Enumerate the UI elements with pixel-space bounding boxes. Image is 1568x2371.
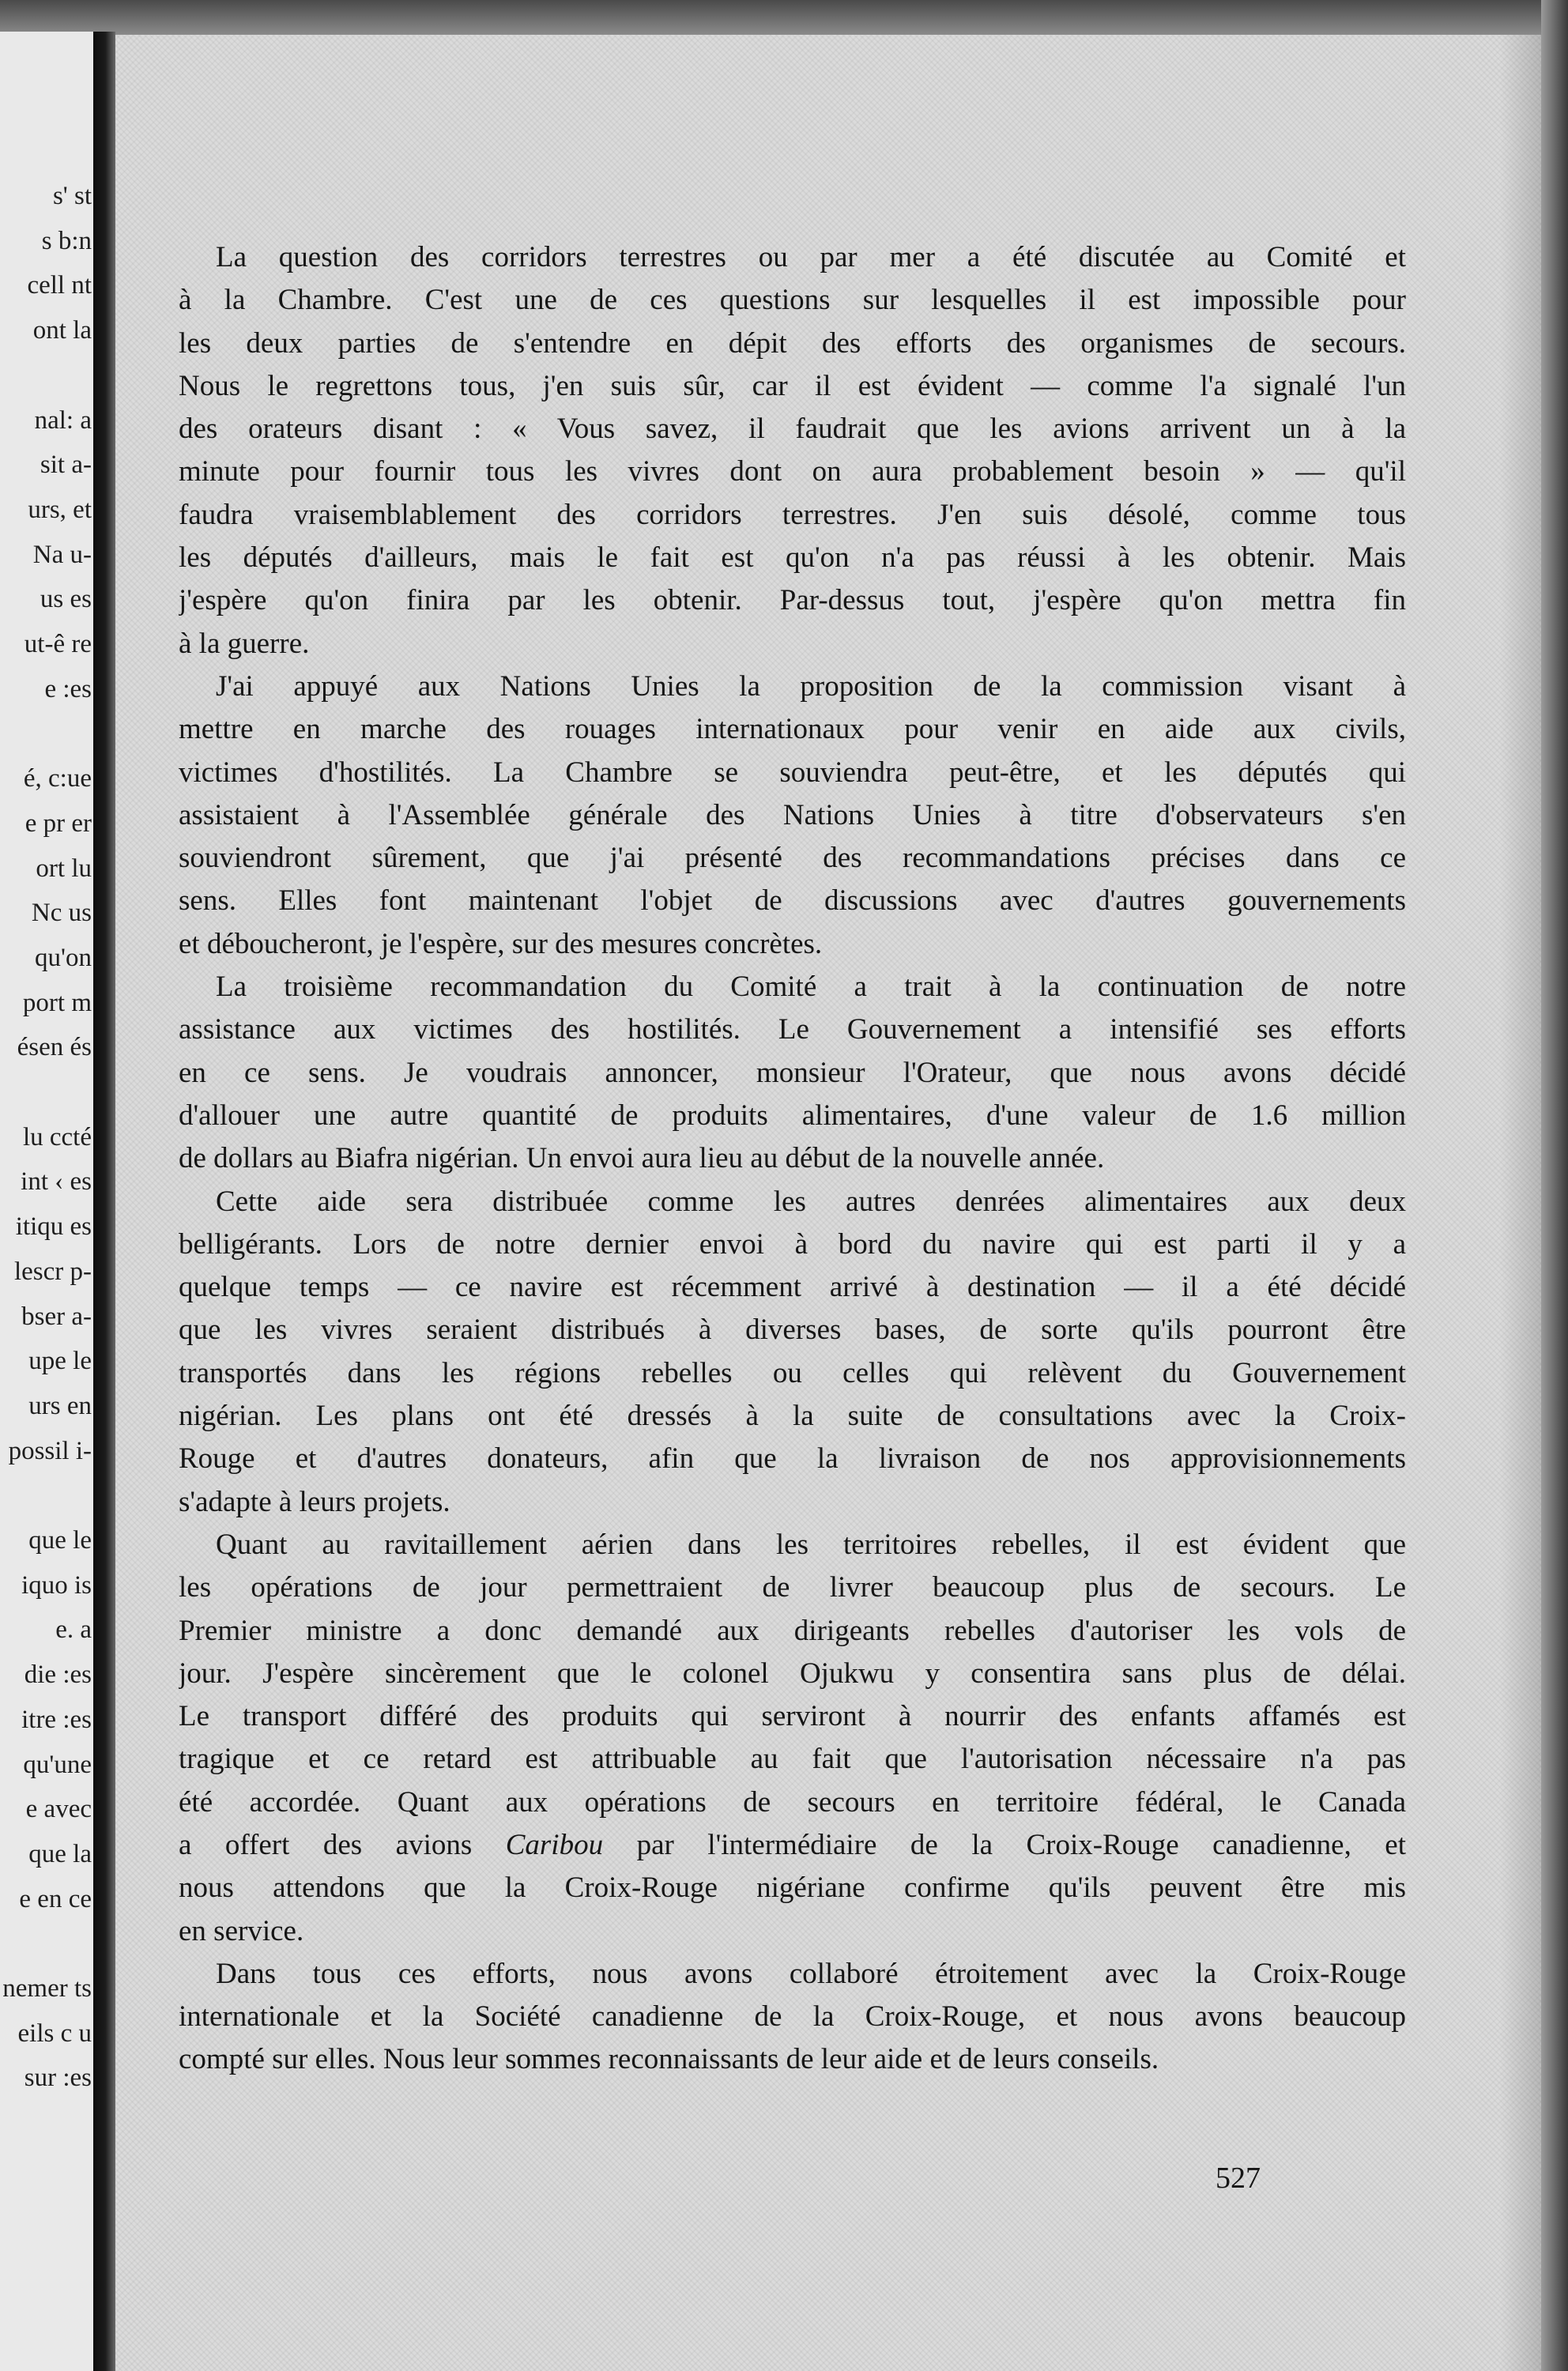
previous-page-fragment: nemer ts (2, 1974, 92, 2003)
previous-page-fragment: cell nt (27, 271, 92, 300)
previous-page-fragment: itre :es (21, 1705, 92, 1734)
previous-page-fragment: é, c:ue (23, 764, 92, 793)
paragraph (179, 1524, 1406, 1953)
paragraph (179, 1181, 1406, 1524)
text-line: des orateurs disant : « Vous savez, il faudrait que les avions arrivent un à la (179, 413, 1406, 446)
previous-page-fragment: upe le (28, 1347, 92, 1376)
document-page (115, 35, 1547, 2371)
previous-page-fragment: us es (40, 585, 92, 614)
text-line: à la guerre. (179, 627, 310, 660)
text-line: sens. Elles font maintenant l'objet de discussions avec d'autres gouvernements (179, 884, 1406, 918)
text-line: Cette aide sera distribuée comme les autres denrées alimentaires aux deux (216, 1185, 1406, 1218)
paragraph (179, 236, 1406, 665)
previous-page-fragment: e avec (25, 1795, 92, 1824)
previous-page-fragment: qu'une (23, 1750, 92, 1779)
text-line: tragique et ce retard est attribuable au fait que l'autorisation nécessaire n'a pas (179, 1743, 1406, 1776)
body-text (179, 236, 1406, 2082)
previous-page-fragment: bser a- (21, 1302, 92, 1331)
previous-page-fragment: nal: a (34, 405, 92, 435)
previous-page-fragment: ort lu (36, 854, 92, 883)
aircraft-name: Caribou (505, 1828, 604, 1861)
text-line: d'allouer une autre quantité de produits alimentaires, d'une valeur de 1.6 million (179, 1099, 1406, 1132)
text-line: de dollars au Biafra nigérian. Un envoi aura lieu au début de la nouvelle année. (179, 1142, 1105, 1175)
text-line: compté sur elles. Nous leur sommes reconnaissants de leur aide et de leurs conseils. (179, 2043, 1159, 2076)
text-line: et déboucheront, je l'espère, sur des mesures concrètes. (179, 927, 823, 960)
text-line: minute pour fournir tous les vivres dont on aura probablement besoin » — qu'il (179, 455, 1406, 488)
previous-page-fragment: e. a (55, 1615, 92, 1645)
previous-page-fragment: e :es (44, 674, 92, 703)
previous-page-fragment: port m (22, 988, 92, 1017)
text-line: La troisième recommandation du Comité a trait à la continuation de notre (216, 971, 1406, 1004)
previous-page-fragment: eils c u (17, 2019, 92, 2048)
paragraph (179, 1953, 1406, 2082)
previous-page-fragment: ont la (32, 316, 92, 345)
text-line: belligérants. Lors de notre dernier envoi à bord du navire qui est parti il y a (179, 1227, 1406, 1261)
previous-page-fragment: die :es (24, 1660, 92, 1690)
previous-page-fragment: int ‹ es (21, 1167, 92, 1197)
text-line: a offert des avions Caribou par l'intermédiaire de la Croix-Rouge canadienne, et (179, 1828, 1406, 1861)
text-line: que les vivres seraient distribués à diverses bases, de sorte qu'ils pourront être (179, 1314, 1406, 1347)
text-line: en ce sens. Je voudrais annoncer, monsieur l'Orateur, que nous avons décidé (179, 1056, 1406, 1089)
text-line: Rouge et d'autres donateurs, afin que la livraison de nos approvisionnements (179, 1442, 1406, 1476)
text-line: Nous le regrettons tous, j'en suis sûr, car il est évident — comme l'a signalé l'un (179, 369, 1406, 402)
text-line: été accordée. Quant aux opérations de secours en territoire fédéral, le Canada (179, 1785, 1406, 1819)
previous-page-fragment: possil i- (8, 1436, 92, 1465)
text-line: j'espère qu'on finira par les obtenir. Par-dessus tout, j'espère qu'on mettra fin (179, 584, 1406, 617)
text-line: Dans tous ces efforts, nous avons collaboré étroitement avec la Croix-Rouge (216, 1957, 1406, 1990)
text-line: les députés d'ailleurs, mais le fait est qu'on n'a pas réussi à les obtenir. Mais (179, 541, 1406, 575)
previous-page-fragment: e pr er (24, 809, 92, 838)
scan-right-edge (1541, 0, 1568, 2371)
paragraph (179, 966, 1406, 1180)
binding-gutter (93, 32, 115, 2371)
text-line: faudra vraisemblablement des corridors terrestres. J'en suis désolé, comme tous (179, 498, 1406, 531)
previous-page-fragment: sur :es (24, 2064, 92, 2093)
previous-page-fragment: itiqu es (15, 1212, 92, 1242)
text-line: La question des corridors terrestres ou par mer a été discutée au Comité et (216, 241, 1406, 273)
text-line: assistance aux victimes des hostilités. Le Gouvernement a intensifié ses efforts (179, 1013, 1406, 1046)
text-line: transportés dans les régions rebelles ou celles qui relèvent du Gouvernement (179, 1356, 1406, 1389)
text-line: à la Chambre. C'est une de ces questions sur lesquelles il est impossible pour (179, 284, 1406, 317)
text-line: en service. (179, 1914, 304, 1947)
page-edge-shadow (1500, 35, 1547, 2371)
text-line: nigérian. Les plans ont été dressés à la suite de consultations avec la Croix- (179, 1400, 1406, 1433)
text-line: internationale et la Société canadienne de la Croix-Rouge, et nous avons beaucoup (179, 2000, 1406, 2034)
previous-page-fragment: Na u- (32, 540, 92, 569)
text-line: les deux parties de s'entendre en dépit des efforts des organismes de secours. (179, 326, 1406, 360)
previous-page-fragment: qu'on (35, 943, 92, 972)
previous-page-strip (0, 32, 96, 2371)
text-line: Quant au ravitaillement aérien dans les territoires rebelles, il est évident que (216, 1528, 1406, 1561)
paragraph (179, 665, 1406, 966)
previous-page-fragment: iquo is (21, 1570, 92, 1600)
previous-page-fragment: urs en (28, 1391, 92, 1420)
previous-page-fragment: lu ccté (22, 1122, 92, 1152)
text-line: quelque temps — ce navire est récemment arrivé à destination — il a été décidé (179, 1271, 1406, 1304)
text-line: Premier ministre a donc demandé aux dirigeants rebelles d'autoriser les vols de (179, 1614, 1406, 1647)
previous-page-fragment: que la (28, 1839, 92, 1868)
text-line: Le transport différé des produits qui serviront à nourrir des enfants affamés est (179, 1700, 1406, 1733)
previous-page-fragment: Nc us (31, 899, 92, 928)
text-line: assistaient à l'Assemblée générale des Nations Unies à titre d'observateurs s'en (179, 798, 1406, 831)
text-line: s'adapte à leurs projets. (179, 1485, 450, 1518)
previous-page-fragment: que le (28, 1526, 92, 1555)
previous-page-fragment: urs, et (28, 495, 92, 524)
previous-page-fragment: lescr p- (13, 1257, 92, 1286)
scan-top-edge (0, 0, 1568, 36)
text-line: nous attendons que la Croix-Rouge nigériane confirme qu'ils peuvent être mis (179, 1872, 1406, 1905)
page-number: 527 (1216, 2162, 1261, 2195)
previous-page-fragment: ésen és (17, 1033, 92, 1062)
text-line: victimes d'hostilités. La Chambre se souviendra peut-être, et les députés qui (179, 756, 1406, 789)
text-line: jour. J'espère sincèrement que le colonel Ojukwu y consentira sans plus de délai. (179, 1657, 1406, 1690)
previous-page-fragment: s b:n (41, 226, 92, 255)
previous-page-fragment: sit a- (40, 450, 92, 480)
text-line: J'ai appuyé aux Nations Unies la proposition de la commission visant à (216, 669, 1406, 703)
previous-page-fragment: e en ce (19, 1884, 92, 1913)
text-line: les opérations de jour permettraient de livrer beaucoup plus de secours. Le (179, 1571, 1406, 1604)
previous-page-fragment: ut-ê re (24, 630, 92, 658)
previous-page-fragment: s' st (52, 182, 92, 210)
text-line: souviendront sûrement, que j'ai présenté des recommandations précises dans ce (179, 842, 1406, 875)
text-line: mettre en marche des rouages internationaux pour venir en aide aux civils, (179, 713, 1406, 746)
